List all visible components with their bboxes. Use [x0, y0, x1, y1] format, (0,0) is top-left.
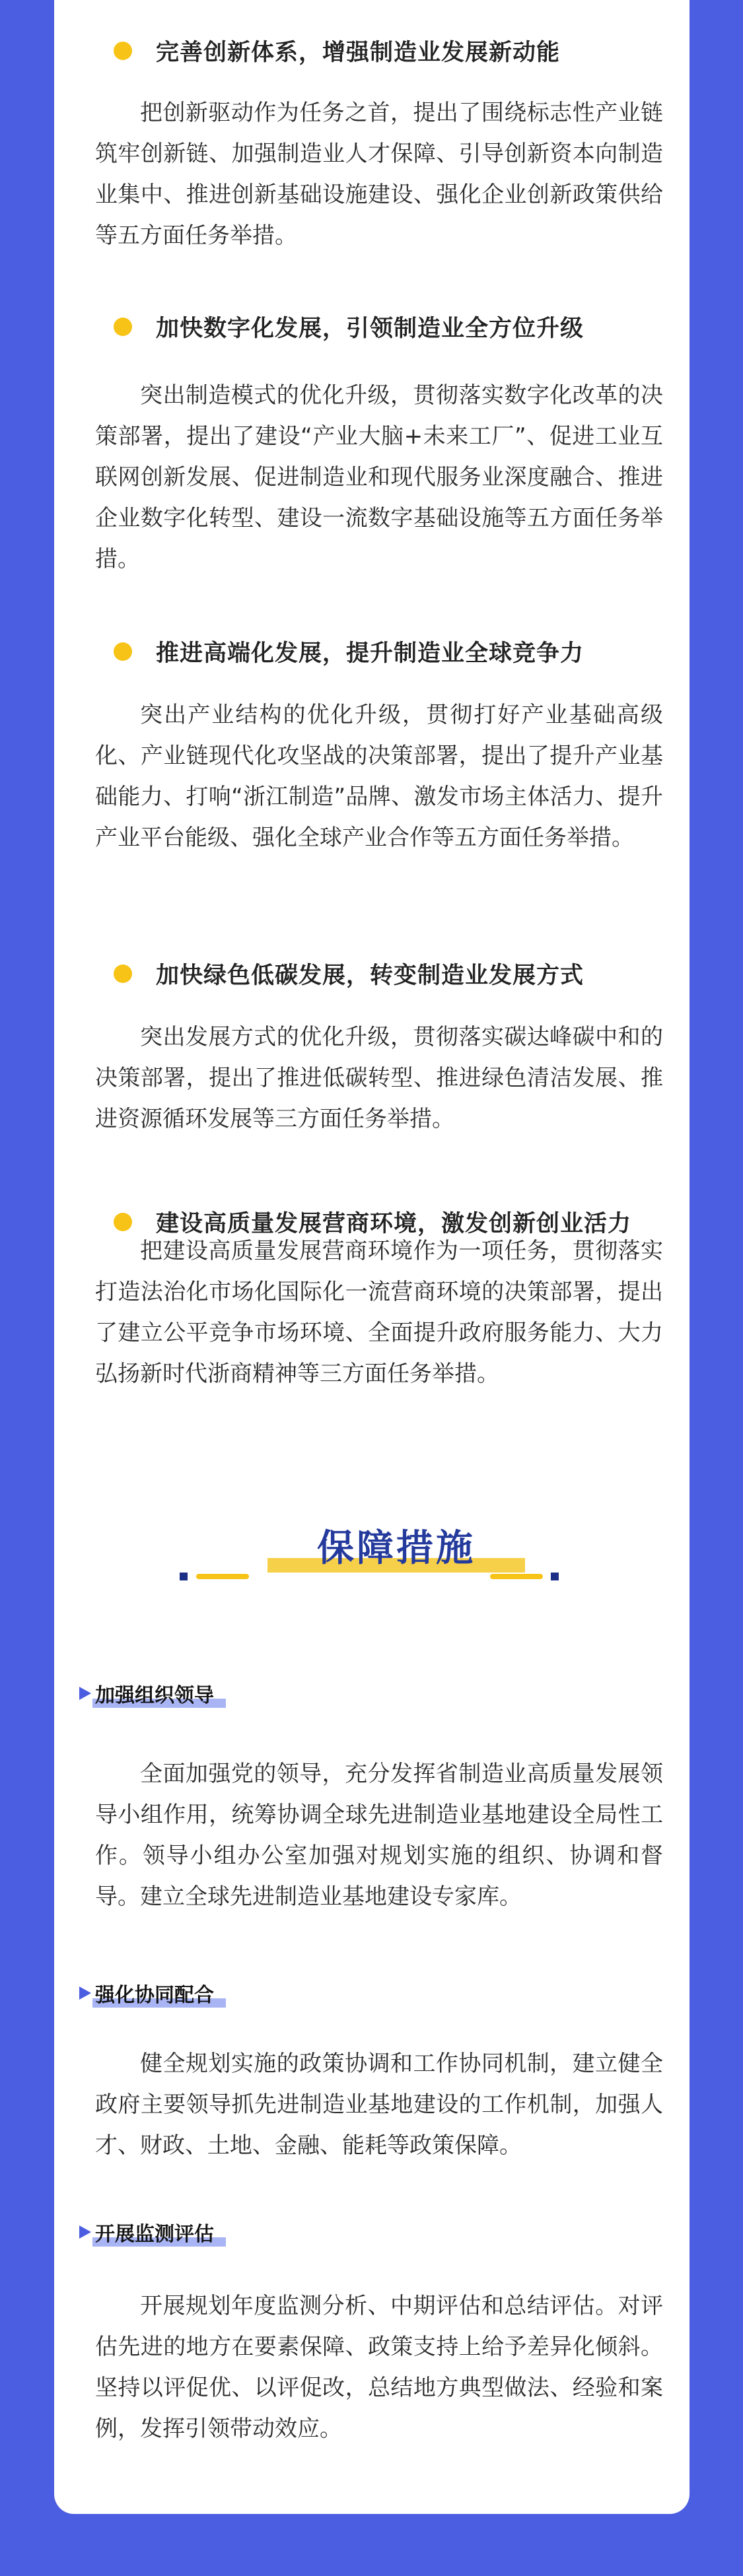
arrow-icon	[79, 1986, 91, 2000]
section-title: 完善创新体系，增强制造业发展新动能	[156, 40, 561, 66]
measure-body: 全面加强党的领导，充分发挥省制造业高质量发展领导小组作用，统筹协调全球先进制造业基地建设全局性工作。领导小组办公室加强对规划实施的组织、协调和督导。建立全球先进制造业基地建设专家库。	[95, 1761, 663, 1910]
measures-banner	[54, 1525, 690, 1584]
section-heading	[114, 957, 584, 990]
section-body: 把建设高质量发展营商环境作为一项任务，贯彻落实打造法治化市场化国际化一流营商环境的决策部署，提出了建立公平竞争市场环境、全面提升政府服务能力、大力弘扬新时代浙商精神等三方面任务举措。	[95, 1238, 663, 1387]
content-card	[54, 0, 690, 2514]
bullet-dot-icon	[114, 965, 132, 983]
measure-body: 开展规划年度监测分析、中期评估和总结评估。对评估先进的地方在要素保障、政策支持上给予差异化倾斜。坚持以评促优、以评促改，总结地方典型做法、经验和案例，发挥引领带动效应。	[95, 2293, 663, 2442]
section-body: 突出发展方式的优化升级，贯彻落实碳达峰碳中和的决策部署，提出了推进低碳转型、推进绿色清洁发展、推进资源循环发展等三方面任务举措。	[95, 1024, 663, 1132]
section-title: 建设高质量发展营商环境，激发创新创业活力	[156, 1211, 632, 1237]
section-title: 加快数字化发展，引领制造业全方位升级	[156, 316, 584, 342]
banner-title: 保障措施	[317, 1527, 476, 1570]
measure-label: 加强组织领导	[92, 1679, 217, 1708]
banner-line-left	[196, 1574, 249, 1579]
arrow-icon	[79, 2225, 91, 2239]
measure-label: 强化协同配合	[92, 1979, 217, 2008]
section-body: 突出制造模式的优化升级，贯彻落实数字化改革的决策部署，提出了建设“产业大脑+未来工厂”、促进工业互联网创新发展、促进制造业和现代服务业深度融合、推进企业数字化转型、建设一流数字基础设施等五方面任务举措。	[95, 382, 663, 572]
measure-heading	[79, 1982, 217, 2007]
bullet-dot-icon	[114, 42, 132, 60]
section-body: 把创新驱动作为任务之首，提出了围绕标志性产业链筑牢创新链、加强制造业人才保障、引导创新资本向制造业集中、推进创新基础设施建设、强化企业创新政策供给等五方面任务举措。	[95, 100, 663, 249]
measure-heading	[79, 2221, 217, 2246]
banner-line-right	[490, 1574, 543, 1579]
section-heading	[114, 34, 560, 67]
banner-tag	[267, 1525, 525, 1573]
bullet-dot-icon	[114, 1213, 132, 1231]
bullet-dot-icon	[114, 318, 132, 336]
measure-label: 开展监测评估	[92, 2218, 217, 2247]
arrow-icon	[79, 1687, 91, 1700]
measure-body: 健全规划实施的政策协调和工作协同机制，建立健全政府主要领导抓先进制造业基地建设的工作机制，加强人才、财政、土地、金融、能耗等政策保障。	[95, 2051, 663, 2159]
section-title: 加快绿色低碳发展，转变制造业发展方式	[156, 963, 584, 989]
section-title: 推进高端化发展，提升制造业全球竞争力	[156, 640, 584, 667]
measure-heading	[79, 1682, 217, 1705]
bullet-dot-icon	[114, 642, 132, 661]
section-heading	[114, 635, 584, 668]
banner-square-left	[180, 1573, 188, 1580]
section-heading	[114, 310, 584, 343]
banner-square-right	[551, 1573, 559, 1580]
section-body: 突出产业结构的优化升级，贯彻打好产业基础高级化、产业链现代化攻坚战的决策部署，提出了提升产业基础能力、打响“浙江制造”品牌、激发市场主体活力、提升产业平台能级、强化全球产业合作等五方面任务举措。	[95, 702, 663, 851]
